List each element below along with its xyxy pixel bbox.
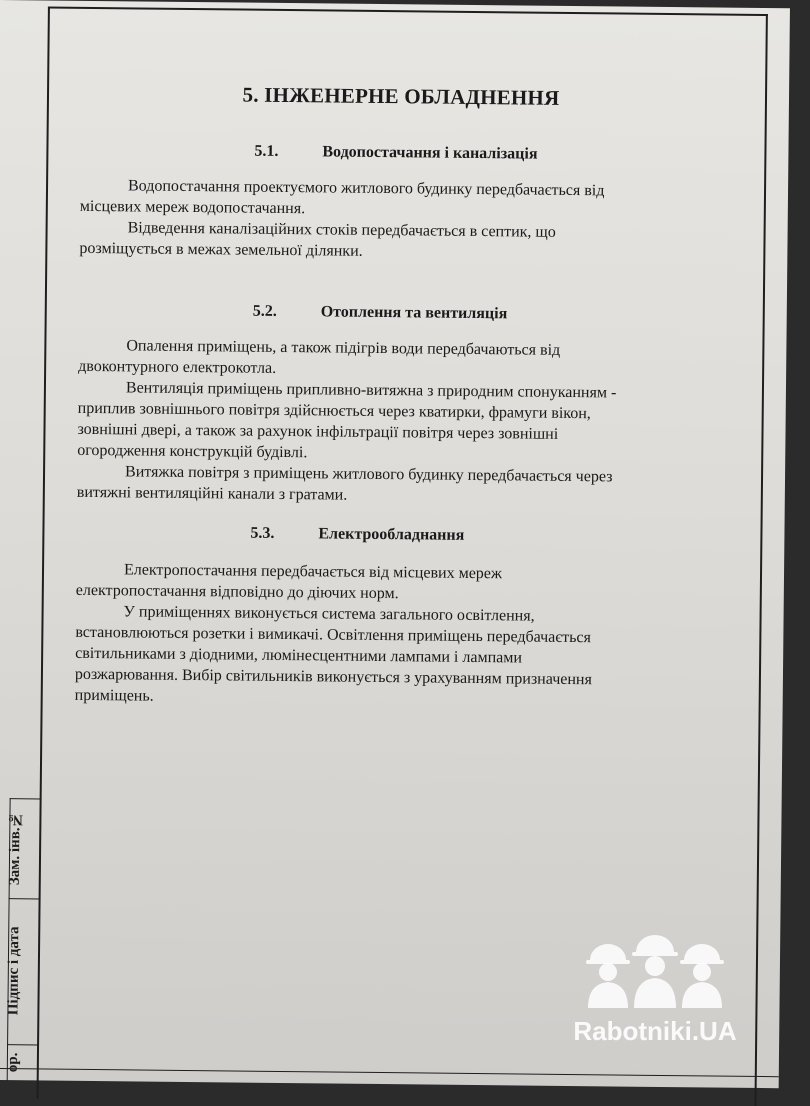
- paragraph: [80, 175, 720, 224]
- section-title: Отоплення та вентиляція: [320, 303, 508, 323]
- title-block-sidebar: [0, 798, 40, 1080]
- section-number: 5.2.: [252, 302, 277, 320]
- stamp-label: ор.: [4, 1052, 21, 1073]
- text-line: електропостачання відповідно до діючих норм.: [75, 581, 399, 603]
- section-title: Водопостачання і каналізація: [322, 143, 538, 163]
- text-line: встановлюються розетки і вимикачі. Освітлення приміщень передбачається: [75, 623, 591, 647]
- stamp-label: Зам. інв.№: [6, 811, 24, 886]
- text-line: огородження конструкцій будівлі.: [77, 441, 308, 462]
- text-line: приплив зовнішнього повітря здійснюється через кватирки, фрамуги вікон,: [77, 399, 591, 423]
- watermark: [530, 930, 780, 1060]
- section-heading: [254, 143, 720, 166]
- text-line: витяжні вентиляційні канали з гратами.: [76, 483, 348, 504]
- text-line: розміщується в межах земельної ділянки.: [79, 239, 363, 260]
- text-line: двоконтурного електрокотла.: [78, 357, 277, 377]
- paragraph: [79, 217, 719, 266]
- paragraph: [77, 377, 718, 468]
- text-line: світильниками з діодними, люмінесцентними лампами і лампами: [75, 644, 523, 667]
- three-workers-hardhat-icon: [530, 930, 780, 1010]
- paragraph: [76, 559, 716, 608]
- text-line: Опалення приміщень, а також підігрів води передбачаються від: [126, 337, 561, 359]
- text-line: приміщень.: [74, 686, 154, 705]
- text-line: Вентиляція приміщень припливно-витяжна з природним спонуканням -: [125, 379, 617, 402]
- text-line: Водопостачання проектуємого житлового будинку передбачається від: [127, 177, 605, 200]
- section-heading: [250, 525, 716, 548]
- section-number: 5.3.: [250, 524, 275, 542]
- paragraph: [75, 601, 716, 713]
- watermark-text: Rabotniki.UA: [573, 1016, 737, 1046]
- section-title: Електрообладнання: [318, 525, 465, 544]
- section-number: 5.1.: [254, 142, 279, 160]
- paragraph: [77, 461, 717, 510]
- text-line: Електропостачання передбачається від місцевих мереж: [123, 561, 503, 583]
- document-body: [75, 81, 722, 713]
- text-line: Відведення каналізаційних стоків передбачається в септик, що: [127, 219, 556, 241]
- text-line: зовнішні двері, а також за рахунок інфільтрації повітря через зовнішні: [77, 420, 559, 443]
- text-line: місцевих мереж водопостачання.: [79, 197, 306, 218]
- text-line: розжарювання. Вибір світильників виконується з урахуванням призначення: [74, 665, 592, 689]
- paragraph: [78, 335, 718, 384]
- stamp-label: Підпис і дата: [5, 926, 23, 1016]
- section-heading: [253, 303, 719, 326]
- page-title: 5. ІНЖЕНЕРНЕ ОБЛАДНЕННЯ: [242, 82, 560, 110]
- text-line: Витяжка повітря з приміщень житлового будинку передбачається через: [124, 463, 613, 486]
- text-line: У приміщеннях виконується система загального освітлення,: [123, 603, 535, 625]
